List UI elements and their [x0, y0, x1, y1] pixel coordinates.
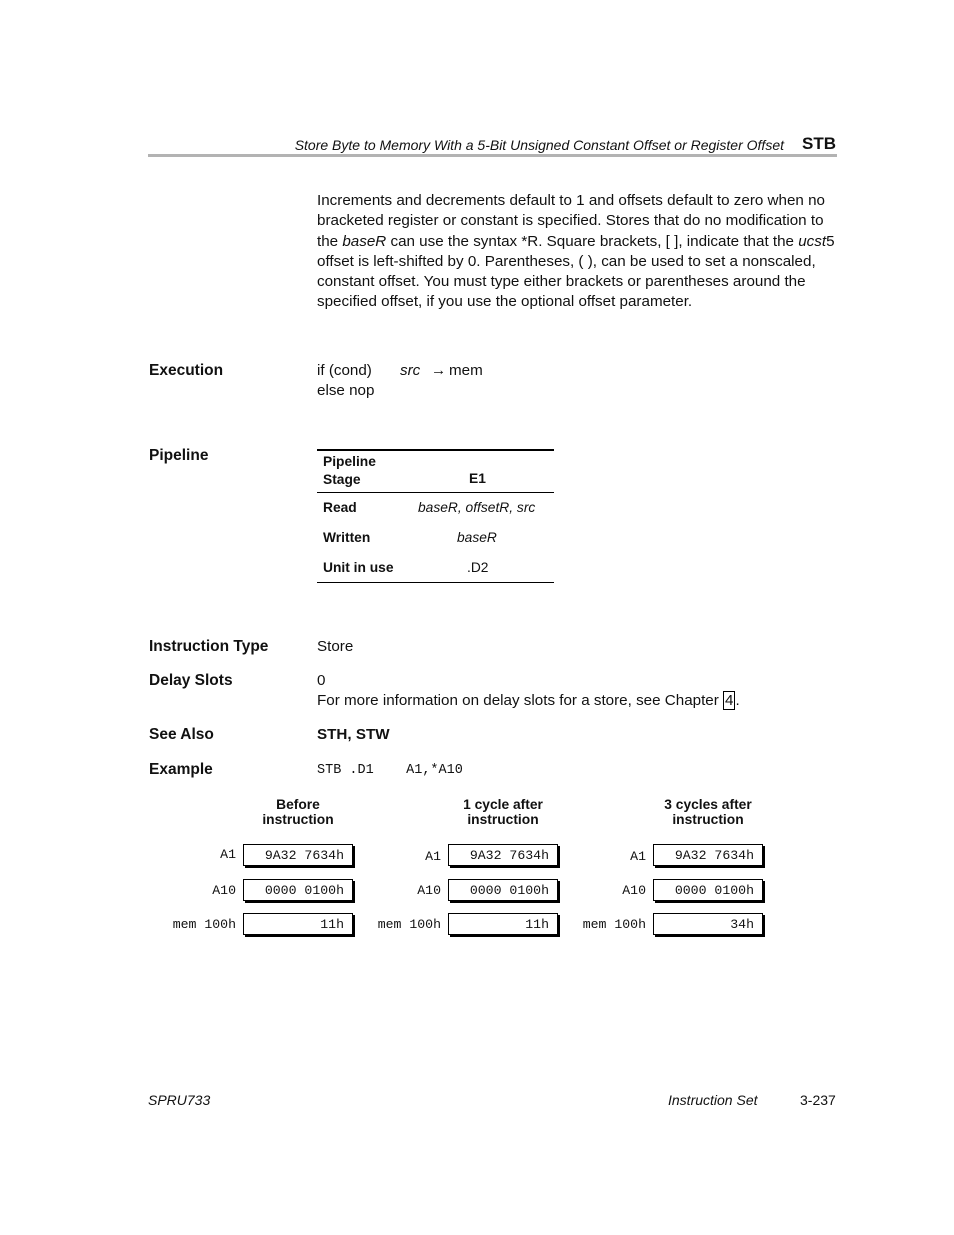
intro-line: offset is left-shifted by 0. Parentheses, ( ), can be used to set a nonscaled,: [317, 252, 816, 270]
delay-slots-value: 0: [317, 672, 326, 689]
column-heading-line: 3 cycles after: [664, 797, 752, 812]
example-label: Example: [149, 761, 213, 778]
pipeline-table: [317, 449, 554, 583]
text-run: For more information on delay slots for a store, see Chapter: [317, 692, 724, 709]
header-rule: [148, 154, 837, 157]
text-run-italic: baseR: [342, 232, 387, 250]
example-code: STB .D1 A1,*A10: [317, 763, 463, 778]
pipeline-row-stage: Written: [323, 530, 371, 545]
execution-label: Execution: [149, 362, 224, 379]
see-also-label: See Also: [149, 726, 214, 743]
footer-doc-id: SPRU733: [148, 1092, 211, 1108]
intro-line: specified offset, if you use the optional offset parameter.: [317, 293, 693, 311]
intro-line: constant offset. You must type either brackets or parentheses around the: [317, 273, 806, 291]
register-label: A10: [212, 883, 236, 898]
pipeline-header-e1: E1: [469, 471, 486, 486]
table-bottom-rule: [317, 582, 554, 583]
column-heading: [218, 797, 378, 827]
chapter-link[interactable]: 4: [725, 692, 734, 709]
arrow-icon: →: [431, 362, 447, 379]
instruction-type-value: Store: [317, 638, 354, 655]
register-value-box: 0000 0100h: [448, 879, 558, 901]
text-run: can use the syntax *R. Square brackets, [ ], indicate that the: [386, 232, 799, 250]
register-label: mem 100h: [172, 917, 236, 932]
intro-line: Increments and decrements default to 1 and offsets default to zero when no: [317, 192, 825, 209]
intro-line: [317, 232, 839, 252]
register-value-box: 11h: [448, 913, 558, 935]
pipeline-row-stage: Unit in use: [323, 560, 394, 575]
register-value-box: 9A32 7634h: [448, 844, 558, 866]
text-run: .: [735, 692, 740, 709]
instruction-mnemonic: STB: [802, 134, 836, 153]
pipeline-row-stage: Read: [323, 500, 357, 515]
delay-slots-note: [317, 692, 740, 709]
execution-src: src: [400, 362, 421, 379]
pipeline-row-value: baseR, offsetR, src: [418, 500, 536, 515]
see-also-value: STH, STW: [317, 726, 390, 743]
register-value-box: 34h: [653, 913, 763, 935]
pipeline-row-value: baseR: [457, 530, 497, 545]
register-label: mem 100h: [377, 917, 441, 932]
register-label: A10: [417, 883, 441, 898]
text-run-italic: ucst: [798, 232, 827, 250]
register-value-box: 11h: [243, 913, 353, 935]
intro-paragraph: [317, 191, 839, 313]
register-value-box: 9A32 7634h: [243, 844, 353, 866]
register-value-box: 0000 0100h: [653, 879, 763, 901]
table-top-rule: [317, 449, 554, 451]
pipeline-label: Pipeline: [149, 447, 209, 464]
delay-slots-label: Delay Slots: [149, 672, 233, 689]
pipeline-header-stage: Stage: [323, 472, 361, 487]
instruction-type-label: Instruction Type: [149, 638, 269, 655]
execution-else: else nop: [317, 382, 375, 399]
footer-page-number: 3-237: [800, 1092, 836, 1108]
execution-dest: mem: [449, 362, 483, 379]
column-heading: [628, 797, 788, 827]
text-run: the: [317, 232, 343, 250]
pipeline-row-value: .D2: [467, 560, 489, 575]
register-label: mem 100h: [582, 917, 646, 932]
register-label: A1: [425, 849, 441, 864]
register-label: A1: [630, 849, 646, 864]
column-heading-line: 1 cycle after: [463, 797, 543, 812]
column-heading-line: instruction: [262, 812, 334, 827]
text-run: 5: [826, 232, 835, 250]
pipeline-header-stage: Pipeline: [323, 454, 376, 469]
intro-line: bracketed register or constant is specified. Stores that do no modification to: [317, 212, 824, 230]
table-header-rule: [317, 492, 554, 493]
register-value-box: 9A32 7634h: [653, 844, 763, 866]
execution-cond: if (cond): [317, 362, 372, 379]
register-value-box: 0000 0100h: [243, 879, 353, 901]
register-label: A1: [220, 847, 236, 862]
column-heading-line: instruction: [467, 812, 539, 827]
column-heading-line: instruction: [672, 812, 744, 827]
running-header-title: Store Byte to Memory With a 5-Bit Unsigned Constant Offset or Register Offset: [294, 137, 784, 153]
register-label: A10: [622, 883, 646, 898]
footer-section: Instruction Set: [668, 1092, 758, 1108]
column-heading-line: Before: [276, 797, 320, 812]
column-heading: [423, 797, 583, 827]
